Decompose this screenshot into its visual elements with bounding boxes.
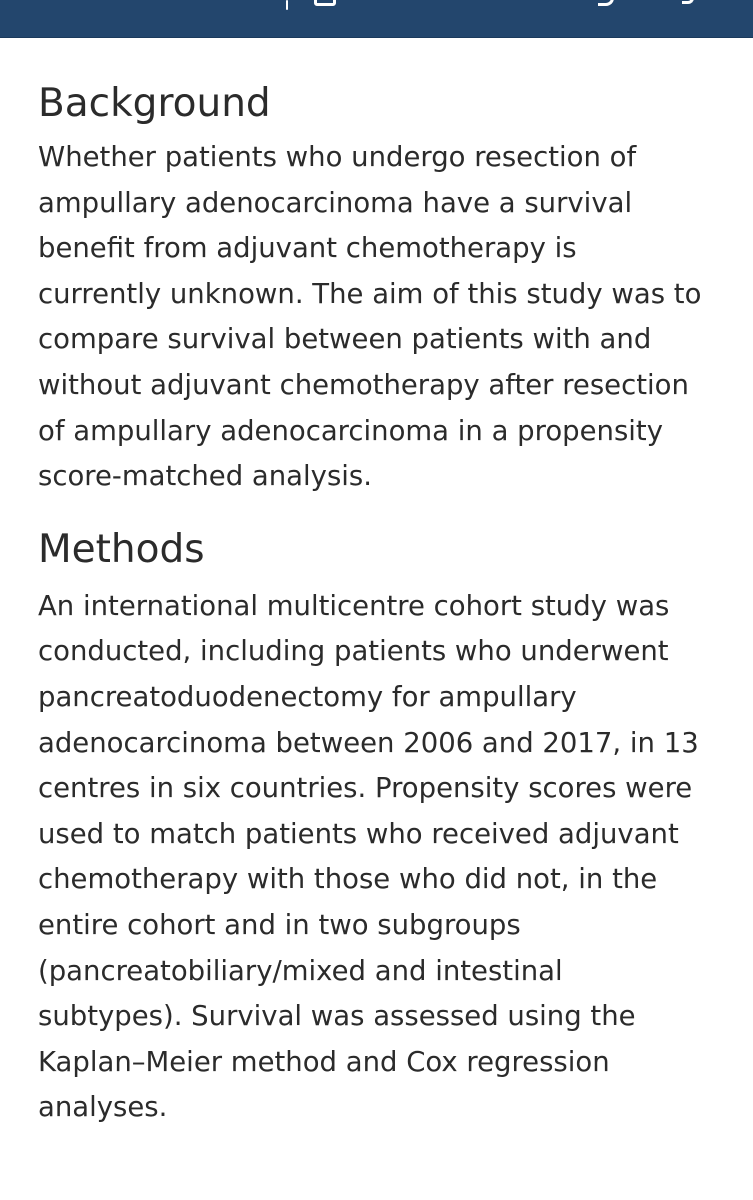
background-section: [38, 76, 728, 500]
background-heading: Background: [38, 81, 271, 126]
text-line: score-matched analysis.: [38, 460, 372, 493]
methods-heading: Methods: [38, 526, 205, 572]
text-line: ampullary adenocarcinoma have a survival: [38, 186, 633, 219]
text-line: without adjuvant chemotherapy after resection: [38, 368, 689, 401]
methods-section: [38, 522, 728, 1131]
top-app-bar: [0, 0, 753, 38]
text-line: benefit from adjuvant chemotherapy is: [38, 232, 577, 265]
text-line: pancreatoduodenectomy for ampullary: [38, 680, 577, 713]
text-line: of ampullary adenocarcinoma in a propensity: [38, 414, 663, 447]
text-line: chemotherapy with those who did not, in the: [38, 863, 658, 896]
more-icon[interactable]: [682, 0, 694, 4]
background-paragraph: [38, 135, 728, 500]
toolbar-divider: [286, 0, 288, 10]
text-line: currently unknown. The aim of this study was to: [38, 277, 702, 310]
text-line: Whether patients who undergo resection of: [38, 141, 637, 173]
document-icon[interactable]: [314, 0, 336, 6]
text-line: centres in six countries. Propensity scores were: [38, 772, 693, 805]
methods-paragraph: [38, 584, 728, 1131]
share-icon[interactable]: [598, 0, 614, 6]
abstract-content: [38, 76, 728, 1131]
text-line: compare survival between patients with and: [38, 323, 652, 356]
text-line: entire cohort and in two subgroups: [38, 908, 521, 941]
text-line: conducted, including patients who underwent: [38, 635, 669, 668]
text-line: Kaplan–Meier method and Cox regression: [38, 1045, 610, 1078]
text-line: adenocarcinoma between 2006 and 2017, in 13: [38, 726, 699, 759]
text-line: used to match patients who received adjuvant: [38, 817, 679, 850]
text-line: An international multicentre cohort study was: [38, 589, 670, 622]
text-line: subtypes). Survival was assessed using the: [38, 1000, 636, 1033]
text-line: analyses.: [38, 1091, 168, 1124]
text-line: (pancreatobiliary/mixed and intestinal: [38, 954, 563, 987]
